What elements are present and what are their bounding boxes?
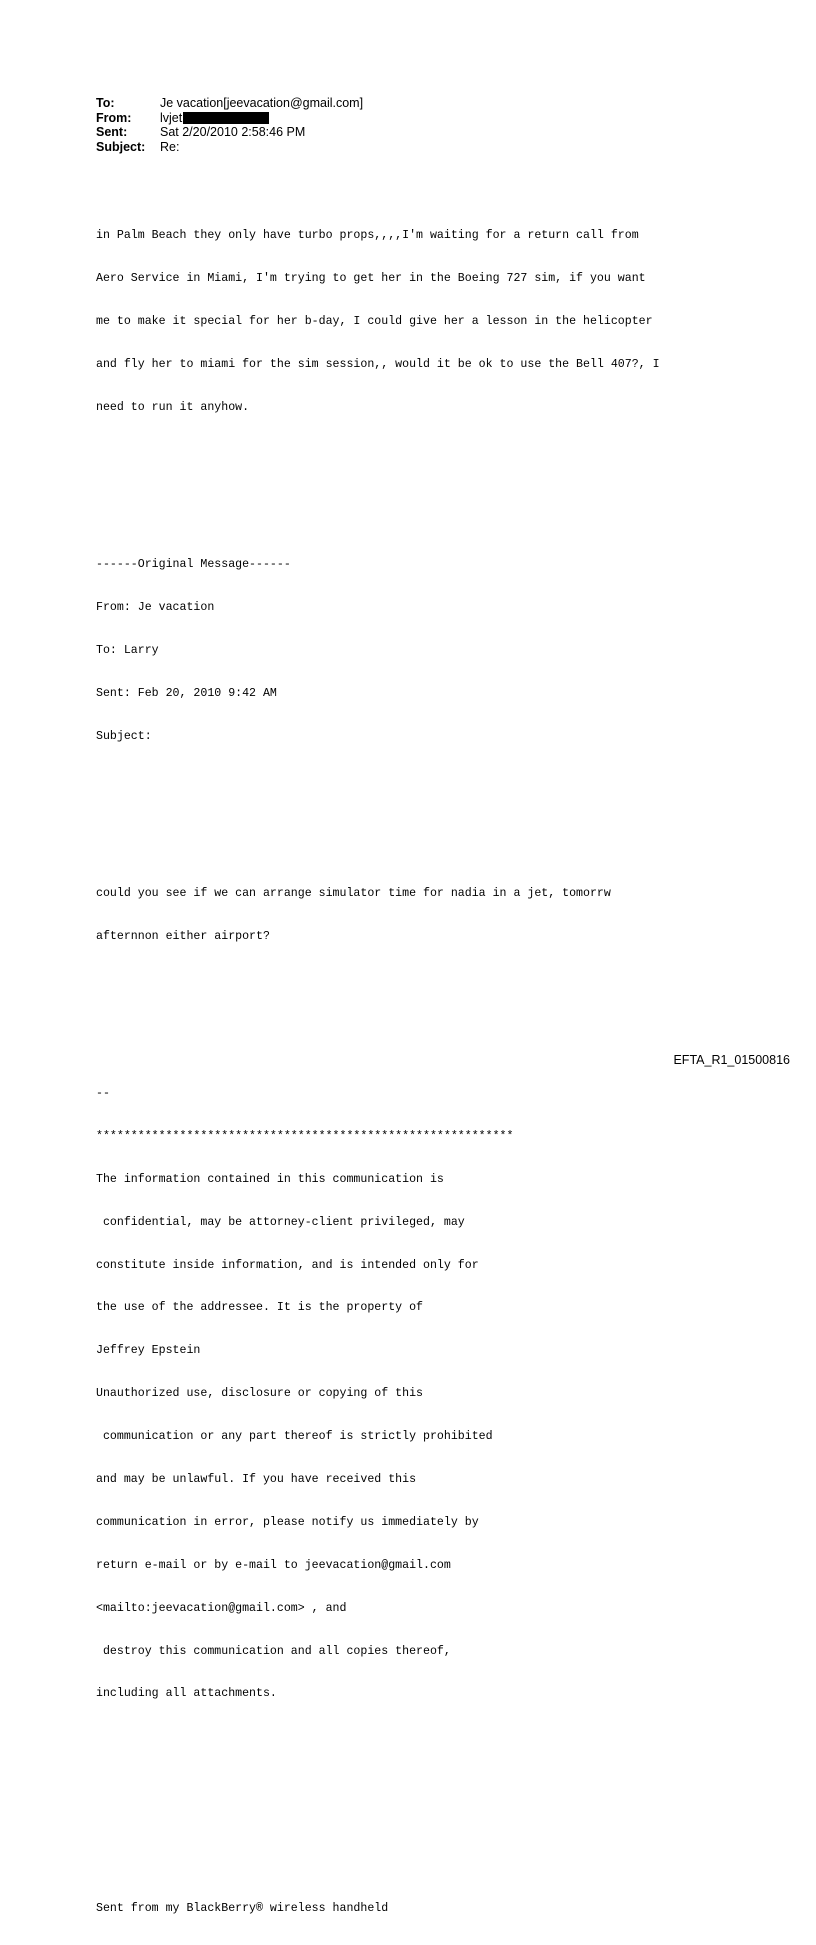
sent-value: Sat 2/20/2010 2:58:46 PM xyxy=(160,125,306,139)
to-row xyxy=(96,96,363,111)
subject-label: Subject: xyxy=(96,139,146,154)
disclaimer-line: confidential, may be attorney-client privileged, may xyxy=(96,1215,465,1229)
disclaimer-line: return e-mail or by e-mail to jeevacation@gmail.com xyxy=(96,1558,451,1572)
reply-line: me to make it special for her b-day, I could give her a lesson in the helicopter xyxy=(96,314,653,328)
original-to: To: Larry xyxy=(96,643,159,657)
original-from: From: Je vacation xyxy=(96,600,215,614)
reply-line: need to run it anyhow. xyxy=(96,400,250,414)
disclaimer-line: communication in error, please notify us immediately by xyxy=(96,1515,479,1529)
original-sent: Sent: Feb 20, 2010 9:42 AM xyxy=(96,686,277,700)
reply-line: in Palm Beach they only have turbo props,,,,I'm waiting for a return call from xyxy=(96,229,639,243)
document-id: EFTA_R1_01500816 xyxy=(673,1053,790,1067)
reply-message xyxy=(96,201,660,444)
spacer xyxy=(96,1802,660,1816)
subject-row xyxy=(96,140,363,155)
to-label: To: xyxy=(96,96,115,110)
signature-block xyxy=(96,1058,660,1730)
from-value-wrap xyxy=(160,111,269,126)
disclaimer-line: Jeffrey Epstein xyxy=(96,1344,201,1358)
sent-from-line: Sent from my BlackBerry® wireless handheld xyxy=(96,1901,389,1915)
spacer xyxy=(96,1845,660,1859)
signature-stars: ************************************************************ xyxy=(96,1129,514,1143)
email-header xyxy=(96,96,363,154)
original-line: afternnon either airport? xyxy=(96,929,270,943)
from-value: lvjet xyxy=(160,110,183,125)
spacer xyxy=(96,1001,660,1015)
original-message-body xyxy=(96,858,660,972)
sent-row xyxy=(96,125,363,140)
signature-dash: -- xyxy=(96,1087,110,1100)
original-divider: ------Original Message------ xyxy=(96,558,291,572)
reply-line: and fly her to miami for the sim session,, would it be ok to use the Bell 407?, I xyxy=(96,357,660,371)
disclaimer-line: and may be unlawful. If you have received this xyxy=(96,1473,417,1487)
disclaimer-line: Unauthorized use, disclosure or copying of this xyxy=(96,1387,423,1401)
sent-label: Sent: xyxy=(96,125,128,139)
original-subject: Subject: xyxy=(96,729,152,743)
disclaimer-line: the use of the addressee. It is the property of xyxy=(96,1301,423,1315)
subject-value: Re: xyxy=(160,139,180,154)
disclaimer-line: communication or any part thereof is strictly prohibited xyxy=(96,1430,493,1444)
to-value: Je vacation[jeevacation@gmail.com] xyxy=(160,96,364,110)
disclaimer-line: constitute inside information, and is intended only for xyxy=(96,1258,479,1272)
disclaimer-line: The information contained in this communication is xyxy=(96,1172,444,1186)
disclaimer-line: destroy this communication and all copies thereof, xyxy=(96,1644,451,1658)
spacer xyxy=(96,472,660,486)
redaction-box xyxy=(183,112,269,124)
disclaimer-line: including all attachments. xyxy=(96,1687,277,1701)
email-body xyxy=(96,172,660,1945)
from-label: From: xyxy=(96,110,132,125)
spacer xyxy=(96,801,660,815)
reply-line: Aero Service in Miami, I'm trying to get her in the Boeing 727 sim, if you want xyxy=(96,272,646,286)
disclaimer-line: <mailto:jeevacation@gmail.com> , and xyxy=(96,1601,347,1615)
spacer xyxy=(96,1759,660,1773)
original-line: could you see if we can arrange simulator time for nadia in a jet, tomorrw xyxy=(96,886,611,900)
original-message-header xyxy=(96,529,660,772)
from-row xyxy=(96,111,363,126)
